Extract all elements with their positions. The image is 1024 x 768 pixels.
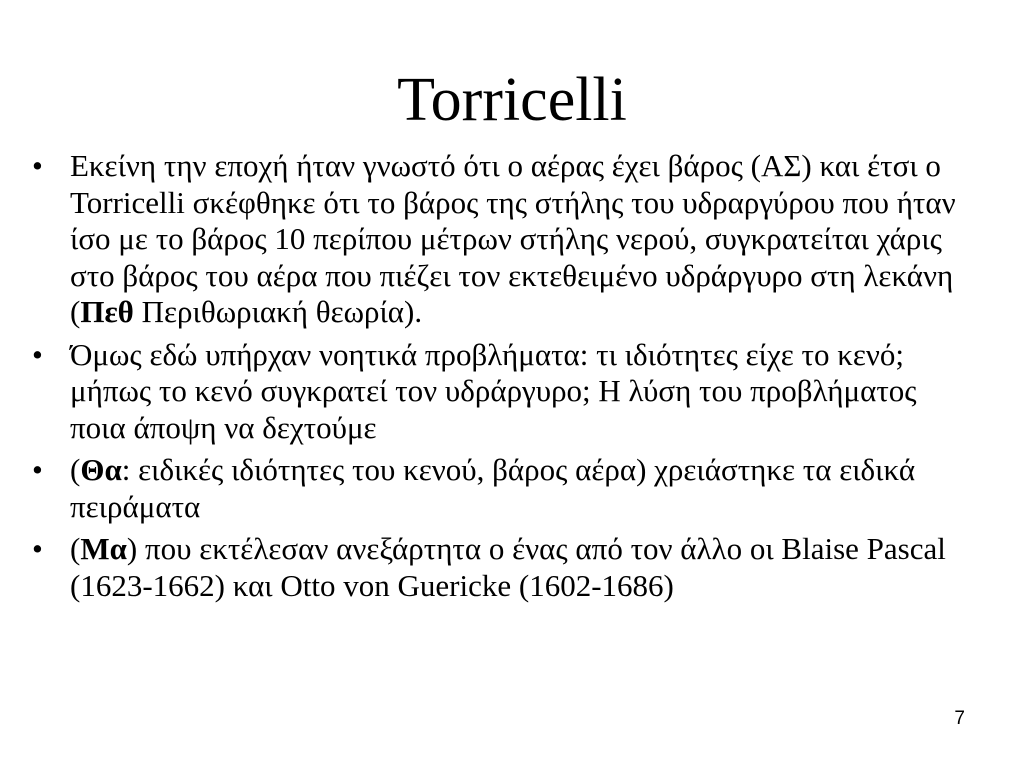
bullet-text-segment: (: [70, 531, 81, 566]
bullet-marker: •: [32, 336, 43, 372]
bullet-marker: •: [32, 531, 43, 566]
bullet-text: [70, 148, 956, 329]
bullet-bold-term: Πεθ: [80, 294, 134, 329]
bullet-text: [70, 452, 915, 524]
bullet-item: [32, 452, 962, 525]
bullet-text-segment: Περιθωριακή θεωρία).: [133, 294, 423, 329]
bullet-marker: •: [32, 452, 43, 487]
bullet-text: [70, 337, 917, 445]
bullet-text-segment: : ειδικές ιδιότητες του κενού, βάρος αέρα) χρειάστηκε τα ειδικά πειράματα: [70, 452, 916, 524]
bullet-item: [32, 148, 962, 331]
bullet-bold-term: Μα: [80, 531, 127, 566]
bullet-marker: •: [32, 148, 43, 183]
page-number: 7: [954, 708, 965, 729]
bullet-list: [32, 148, 962, 610]
bullet-bold-term: Θα: [80, 452, 122, 487]
bullet-text-segment: Όμως εδώ υπήρχαν νοητικά προβλήματα: τι ιδιότητες είχε το κενό; μήπως το κενό συγκρατεί τον υδράργυρο; Η λύση του προβλήματος ποια άποψη να δεχτούμε: [70, 336, 917, 445]
slide-title: Torricelli: [397, 66, 627, 134]
bullet-item: [32, 531, 962, 604]
bullet-text: [70, 531, 946, 603]
bullet-text-segment: (: [70, 452, 81, 487]
bullet-item: [32, 337, 962, 447]
bullet-text-segment: Εκείνη την εποχή ήταν γνωστό ότι ο αέρας έχει βάρος (ΑΣ) και έτσι ο Torricelli σκέφθηκε ότι το βάρος της στήλης του υδραργύρου που ήταν ίσο με το βάρος 10 περίπου μέτρων στήλης νερού, συγκρατείται χάρις στο βάρος του αέρα που πιέζει τον εκτεθειμένο υδράργυρο στη λεκάνη (: [70, 148, 956, 329]
bullet-text-segment: ) που εκτέλεσαν ανεξάρτητα ο ένας από τον άλλο οι Blaise Pascal (1623-1662) και Otto von Guericke (1602-1686): [70, 531, 946, 603]
